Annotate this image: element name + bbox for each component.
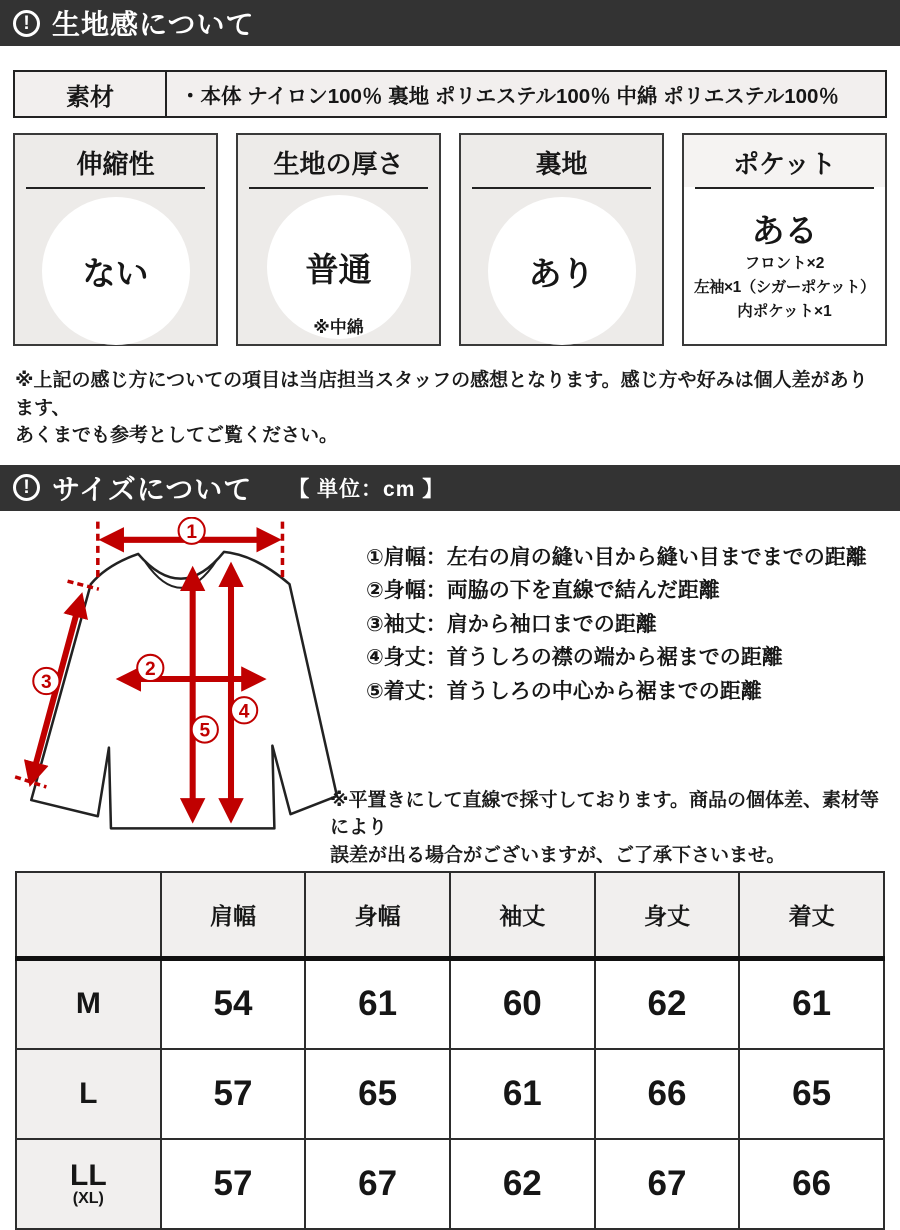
value-cell: 61 xyxy=(305,959,450,1049)
fabric-section-header xyxy=(0,0,900,46)
measurement-legend xyxy=(366,541,867,709)
material-value: ・本体 ナイロン100％ 裏地 ポリエステル100％ 中綿 ポリエステル100％ xyxy=(180,85,839,108)
marker-1 xyxy=(179,517,205,543)
size-label-l: L xyxy=(16,1049,161,1139)
fabric-box-thickness-title: 生地の厚さ xyxy=(249,135,428,189)
material-label: 素材 xyxy=(15,72,167,116)
value-cell: 65 xyxy=(305,1049,450,1139)
value-cell: 62 xyxy=(595,959,740,1049)
shirt-measurement-diagram xyxy=(4,517,344,837)
svg-text:5: 5 xyxy=(199,720,211,742)
fabric-disclaimer-line1: ※上記の感じ方についての項目は当店担当スタッフの感想となります。感じ方や好みは個人差があります、 xyxy=(15,370,868,419)
measurement-note-line1: ※平置きにして直線で採寸しております。商品の個体差、素材等により xyxy=(330,789,879,839)
pocket-detail-inner: 内ポケット×1 xyxy=(737,303,832,321)
fabric-box-pocket-title: ポケット xyxy=(684,135,885,187)
measurement-note xyxy=(330,787,895,870)
value-cell: 67 xyxy=(595,1139,740,1229)
size-table xyxy=(15,871,885,1230)
size-diagram-area xyxy=(0,511,900,866)
col-header-body: 身丈 xyxy=(595,872,740,959)
legend-item-3: ③袖丈：肩から袖口までの距離 xyxy=(366,612,657,636)
value-cell: 61 xyxy=(450,1049,595,1139)
legend-item-1: ①肩幅：左右の肩の縫い目から縫い目までまでの距離 xyxy=(366,545,867,569)
svg-text:2: 2 xyxy=(144,658,156,680)
fabric-box-thickness-value: 普通 xyxy=(267,195,411,339)
value-cell: 57 xyxy=(161,1049,306,1139)
fabric-disclaimer xyxy=(15,367,885,450)
value-cell: 61 xyxy=(739,959,884,1049)
size-section-header xyxy=(0,465,900,511)
svg-text:3: 3 xyxy=(41,671,52,693)
shirt-outline xyxy=(31,552,337,828)
value-cell: 65 xyxy=(739,1049,884,1139)
fabric-box-stretch-title: 伸縮性 xyxy=(26,135,205,189)
marker-2 xyxy=(137,654,163,680)
fabric-feature-boxes xyxy=(13,133,887,346)
svg-text:4: 4 xyxy=(238,700,250,722)
pocket-detail-front: フロント×2 xyxy=(744,255,825,272)
fabric-box-pocket-value: ある xyxy=(751,212,818,249)
size-unit-label: 【 単位：cm 】 xyxy=(288,477,445,501)
table-row-ll xyxy=(16,1139,884,1229)
fabric-box-thickness-note: ※中綿 xyxy=(313,318,364,337)
fabric-disclaimer-line2: あくまでも参考としてご覧ください。 xyxy=(15,425,339,447)
pocket-title-underline xyxy=(695,187,874,189)
alert-icon: ! xyxy=(13,474,40,501)
size-table-corner-cell xyxy=(16,872,161,959)
fabric-box-stretch-value: ない xyxy=(42,197,190,345)
size-section-title: サイズについて xyxy=(52,473,253,505)
pocket-detail-sleeve: 左袖×1（シガーポケット） xyxy=(694,279,875,297)
col-header-sleeve: 袖丈 xyxy=(450,872,595,959)
value-cell: 66 xyxy=(595,1049,740,1139)
fabric-box-pocket xyxy=(682,133,887,346)
value-cell: 57 xyxy=(161,1139,306,1229)
marker-3 xyxy=(33,668,59,694)
marker-4 xyxy=(231,697,257,723)
table-row-l xyxy=(16,1049,884,1139)
value-cell: 60 xyxy=(450,959,595,1049)
legend-item-2: ②身幅：両脇の下を直線で結んだ距離 xyxy=(366,579,720,603)
fabric-box-lining-title: 裏地 xyxy=(472,135,651,189)
fabric-box-lining-value: あり xyxy=(488,197,636,345)
legend-item-4: ④身丈：首うしろの襟の端から裾までの距離 xyxy=(366,646,783,670)
svg-text:1: 1 xyxy=(186,521,197,543)
alert-icon: ! xyxy=(13,10,40,37)
fabric-box-thickness xyxy=(236,133,441,346)
material-row xyxy=(13,70,887,118)
size-table-header-row xyxy=(16,872,884,959)
size-label-ll: LL (XL) xyxy=(16,1139,161,1229)
col-header-chest: 身幅 xyxy=(305,872,450,959)
marker-5 xyxy=(192,716,218,742)
col-header-total: 着丈 xyxy=(739,872,884,959)
value-cell: 66 xyxy=(739,1139,884,1229)
table-row-m xyxy=(16,959,884,1049)
value-cell: 67 xyxy=(305,1139,450,1229)
measurement-note-line2: 誤差が出る場合がございますが、ご了承下さいませ。 xyxy=(330,844,786,866)
fabric-section-title: 生地感について xyxy=(52,9,255,40)
legend-item-5: ⑤着丈：首うしろの中心から裾までの距離 xyxy=(366,679,762,703)
fabric-box-stretch xyxy=(13,133,218,346)
value-cell: 62 xyxy=(450,1139,595,1229)
fabric-box-lining xyxy=(459,133,664,346)
value-cell: 54 xyxy=(161,959,306,1049)
col-header-shoulder: 肩幅 xyxy=(161,872,306,959)
size-label-m: M xyxy=(16,959,161,1049)
